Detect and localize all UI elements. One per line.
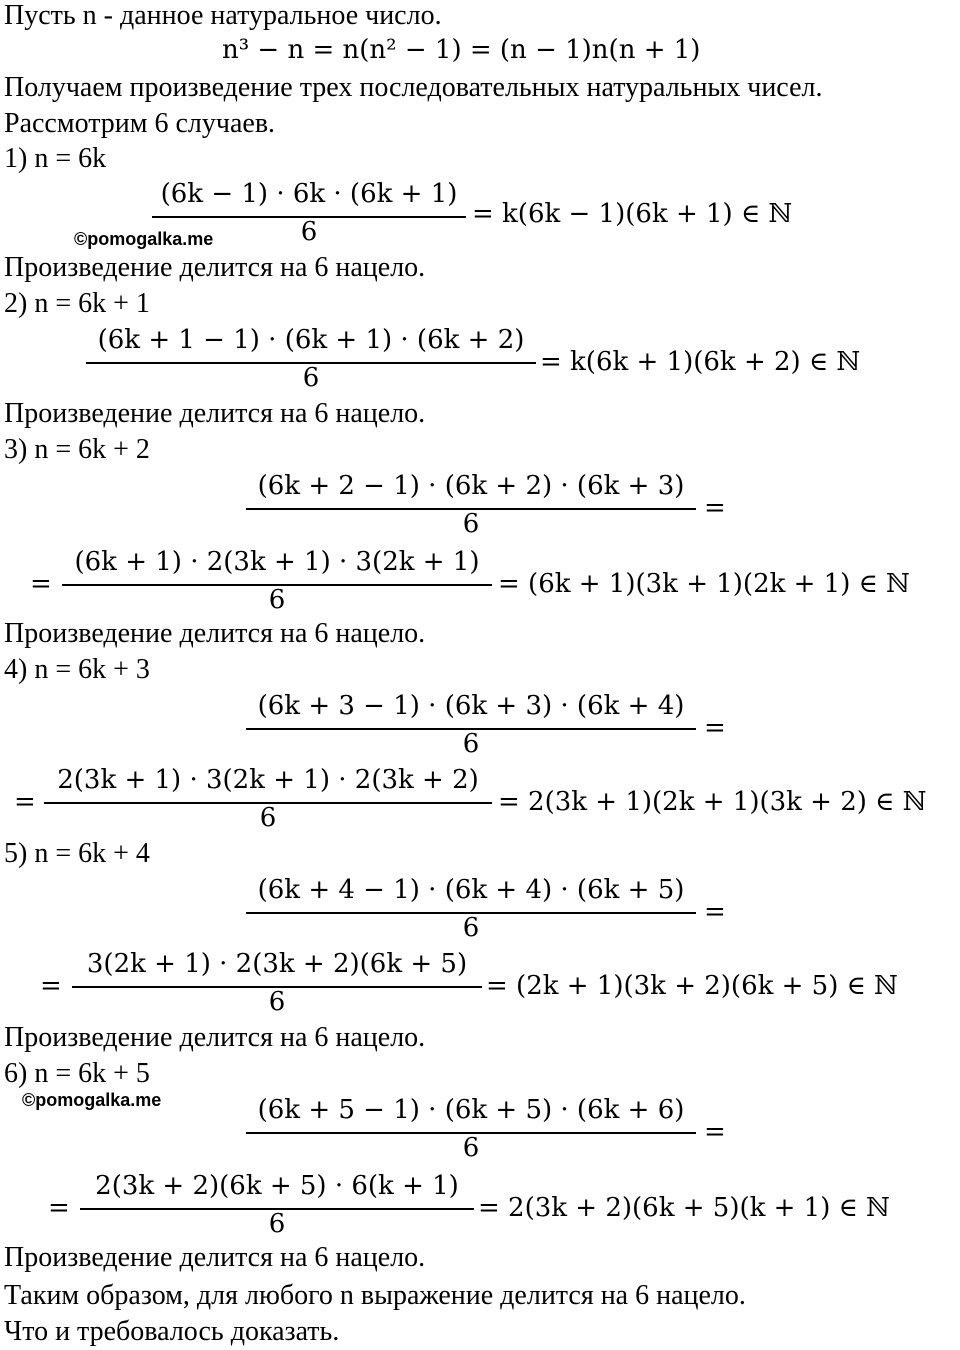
case-4-equals: =	[704, 713, 726, 743]
case-3-denominator-1: 6	[462, 509, 480, 539]
case-3-label: 3) n = 6k + 2	[4, 434, 150, 465]
case-2-numerator: (6k + 1 − 1) · (6k + 1) · (6k + 2)	[97, 325, 525, 355]
case-5-label: 5) n = 6k + 4	[4, 838, 150, 869]
case-5-fraction-2	[72, 948, 482, 1024]
case-5-denominator-2: 6	[268, 987, 286, 1017]
case-5-equals: =	[704, 897, 726, 927]
case-4-denominator-2: 6	[259, 803, 277, 833]
watermark-2: ©pomogalka.me	[22, 1090, 162, 1110]
case-5-equals-2: =	[40, 971, 62, 1001]
case-6-result: = 2(3k + 2)(6k + 5)(k + 1) ∈ ℕ	[478, 1193, 890, 1223]
case-3-numerator-1: (6k + 2 − 1) · (6k + 2) · (6k + 3)	[257, 471, 685, 501]
case-6-fraction-2	[80, 1170, 474, 1246]
case-4-fraction-1	[246, 690, 696, 766]
case-2-label: 2) n = 6k + 1	[4, 288, 150, 319]
case-6-equals: =	[704, 1117, 726, 1147]
case-3-numerator-2: (6k + 1) · 2(3k + 1) · 3(2k + 1)	[74, 547, 480, 577]
case-6-equals-2: =	[48, 1193, 70, 1223]
case-1-result: = k(6k − 1)(6k + 1) ∈ ℕ	[472, 199, 793, 229]
case-3-fraction-1	[246, 470, 696, 546]
case-6-conclusion: Произведение делится на 6 нацело.	[4, 1242, 426, 1273]
intro-formula: n³ − n = n(n² − 1) = (n − 1)n(n + 1)	[222, 35, 701, 65]
case-3-denominator-2: 6	[268, 585, 286, 615]
case-5-result: = (2k + 1)(3k + 2)(6k + 5) ∈ ℕ	[486, 971, 898, 1001]
case-6-denominator-2: 6	[268, 1209, 286, 1239]
case-4-equals-2: =	[14, 787, 36, 817]
case-4-numerator-2: 2(3k + 1) · 3(2k + 1) · 2(3k + 2)	[57, 765, 479, 795]
case-6-label: 6) n = 6k + 5	[4, 1058, 150, 1089]
case-1-numerator: (6k − 1) · 6k · (6k + 1)	[160, 179, 458, 209]
case-5-fraction-1	[246, 874, 696, 950]
case-1-denominator: 6	[300, 217, 318, 247]
watermark: ©pomogalka.me	[74, 229, 214, 249]
case-3-equals-2: =	[30, 569, 52, 599]
outro-line-2: Что и требовалось доказать.	[4, 1316, 340, 1347]
case-3-equals: =	[704, 493, 726, 523]
case-6-denominator-1: 6	[462, 1133, 480, 1163]
case-1-conclusion: Произведение делится на 6 нацело.	[4, 252, 426, 283]
case-2-result: = k(6k + 1)(6k + 2) ∈ ℕ	[540, 347, 861, 377]
case-3-result: = (6k + 1)(3k + 1)(2k + 1) ∈ ℕ	[498, 569, 910, 599]
case-4-result: = 2(3k + 1)(2k + 1)(3k + 2) ∈ ℕ	[498, 787, 927, 817]
case-4-label: 4) n = 6k + 3	[4, 654, 150, 685]
case-6-numerator-2: 2(3k + 2)(6k + 5) · 6(k + 1)	[95, 1171, 459, 1201]
case-5-numerator-1: (6k + 4 − 1) · (6k + 4) · (6k + 5)	[257, 875, 685, 905]
case-5-conclusion: Произведение делится на 6 нацело.	[4, 1022, 426, 1053]
intro-line-1: Пусть n - данное натуральное число.	[4, 0, 442, 31]
case-6-fraction-1	[246, 1094, 696, 1170]
case-5-denominator-1: 6	[462, 913, 480, 943]
case-5-numerator-2: 3(2k + 1) · 2(3k + 2)(6k + 5)	[86, 949, 468, 979]
case-6-numerator-1: (6k + 5 − 1) · (6k + 5) · (6k + 6)	[257, 1095, 685, 1125]
case-3-fraction-2	[62, 546, 492, 622]
case-1-label: 1) n = 6k	[4, 143, 107, 174]
intro-line-2: Получаем произведение трех последовательных натуральных чисел.	[4, 72, 823, 103]
case-4-numerator-1: (6k + 3 − 1) · (6k + 3) · (6k + 4)	[257, 691, 685, 721]
intro-line-3: Рассмотрим 6 случаев.	[4, 108, 276, 139]
outro-line-1: Таким образом, для любого n выражение делится на 6 нацело.	[4, 1280, 746, 1311]
case-2-fraction	[86, 324, 536, 400]
case-3-conclusion: Произведение делится на 6 нацело.	[4, 618, 426, 649]
case-2-denominator: 6	[302, 363, 320, 393]
case-2-conclusion: Произведение делится на 6 нацело.	[4, 398, 426, 429]
case-4-fraction-2	[44, 764, 492, 840]
case-4-denominator-1: 6	[462, 729, 480, 759]
